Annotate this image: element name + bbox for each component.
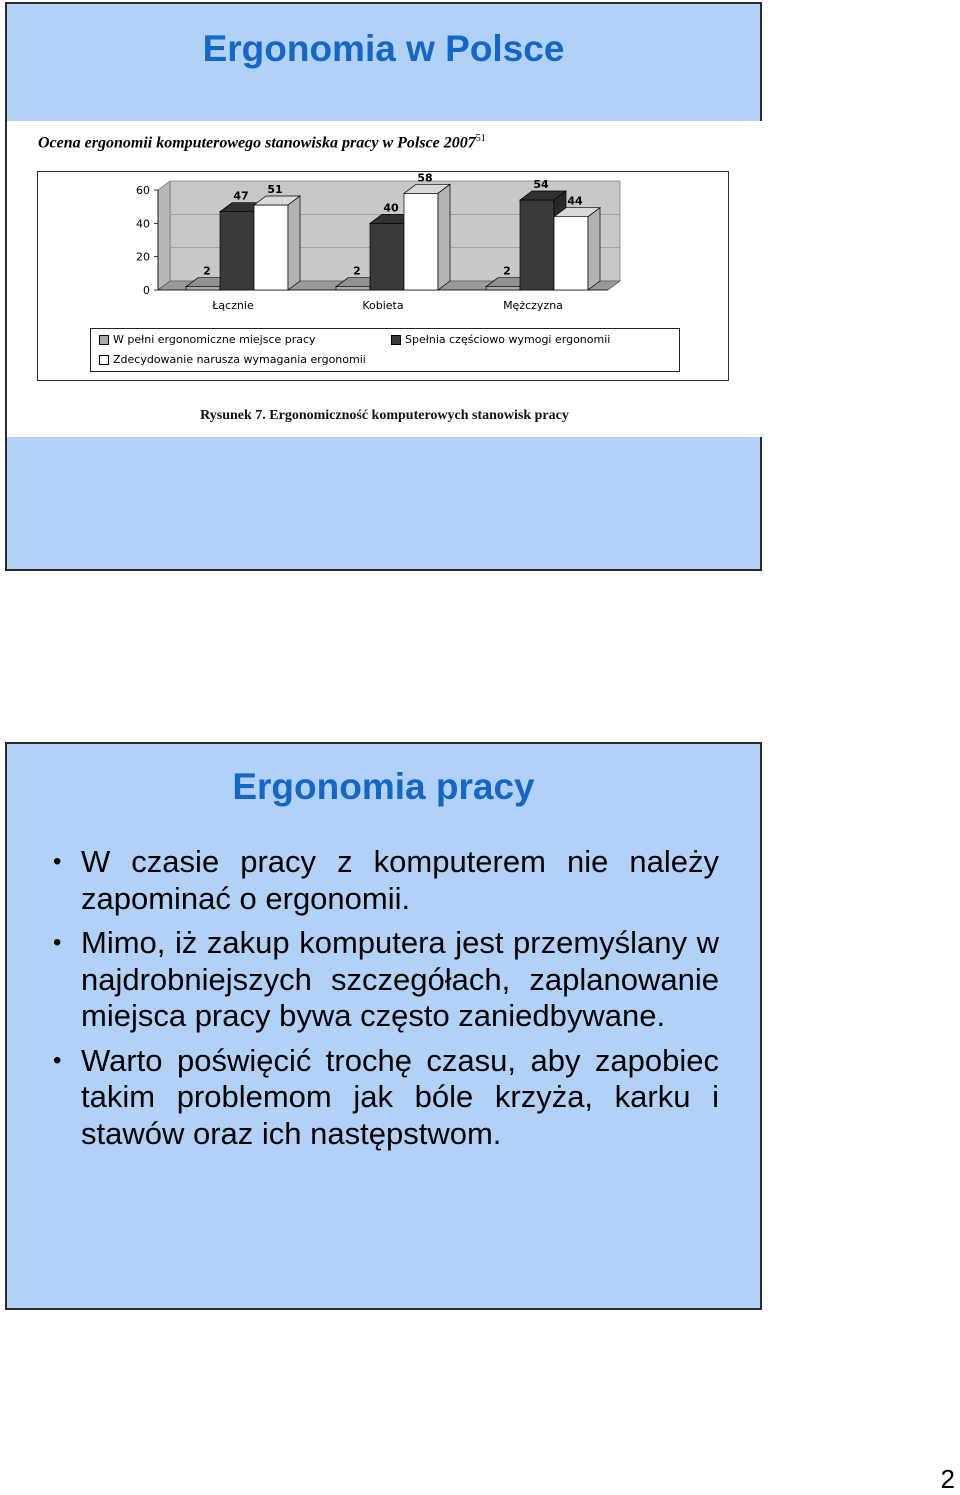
bar-side xyxy=(438,184,450,290)
legend-swatch xyxy=(99,355,109,365)
bar xyxy=(520,200,554,290)
bar-side xyxy=(588,208,600,290)
legend-label: W pełni ergonomiczne miejsce pracy xyxy=(113,333,316,346)
page-number: 2 xyxy=(940,1464,955,1494)
bullet-list xyxy=(53,844,719,1160)
data-label: 2 xyxy=(203,264,211,278)
y-tick-label: 0 xyxy=(143,284,150,297)
bullet-item: • W czasie pracy z komputerem nie należy zapominać o ergonomii. xyxy=(53,844,719,917)
bar xyxy=(370,223,404,290)
bar-side xyxy=(288,196,300,290)
figure-caption-top: Ocena ergonomii komputerowego stanowiska pracy w Polsce 2007$^{51}$ xyxy=(38,133,486,152)
chart-frame xyxy=(37,171,729,381)
bullet-item: • Warto poświęcić trochę czasu, aby zapobiec takim problemom jak bóle krzyża, karku i stawów oraz ich następstwom. xyxy=(53,1043,719,1153)
legend-label: Spełnia częściowo wymogi ergonomii xyxy=(405,333,611,346)
x-tick-label: Mężczyzna xyxy=(503,299,563,312)
y-tick-label: 40 xyxy=(136,217,150,231)
slide-2 xyxy=(5,742,762,1310)
bar xyxy=(186,287,220,290)
slide-title: Ergonomia w Polsce xyxy=(202,28,565,69)
data-label: 2 xyxy=(353,264,361,278)
data-label: 40 xyxy=(383,201,399,215)
legend-item xyxy=(391,333,610,346)
legend-item xyxy=(99,333,316,346)
legend-swatch xyxy=(99,335,109,345)
data-label: 44 xyxy=(567,194,583,208)
figure-caption-bottom: Rysunek 7. Ergonomiczność komputerowych stanowisk pracy xyxy=(200,408,569,423)
y-tick-label: 20 xyxy=(136,250,150,264)
x-tick-label: Łącznie xyxy=(212,299,254,312)
bar xyxy=(254,205,288,290)
legend-swatch xyxy=(391,335,401,345)
bar xyxy=(404,193,438,290)
chart-side-wall xyxy=(158,181,170,290)
y-tick-label: 60 xyxy=(136,184,150,197)
slide-1 xyxy=(5,2,762,571)
data-label: 2 xyxy=(503,264,511,278)
data-label: 58 xyxy=(417,172,433,185)
legend-label: Zdecydowanie narusza wymagania ergonomii xyxy=(113,353,366,366)
x-tick-label: Kobieta xyxy=(362,299,404,312)
bar xyxy=(336,287,370,290)
bar xyxy=(554,217,588,290)
chart-figure xyxy=(7,121,762,437)
slide-title: Ergonomia pracy xyxy=(232,766,535,807)
chart-legend xyxy=(90,328,680,372)
data-label: 47 xyxy=(233,189,249,203)
data-label: 54 xyxy=(533,178,549,191)
bar xyxy=(220,212,254,290)
legend-item xyxy=(99,353,366,366)
footnote-marker: 51 xyxy=(475,133,486,144)
bar xyxy=(486,287,520,290)
data-label: 51 xyxy=(267,183,283,196)
bullet-item: • Mimo, iż zakup komputera jest przemyślany w najdrobniejszych szczegółach, zaplanowanie miejsca pracy bywa często zaniedbywane. xyxy=(53,925,719,1035)
